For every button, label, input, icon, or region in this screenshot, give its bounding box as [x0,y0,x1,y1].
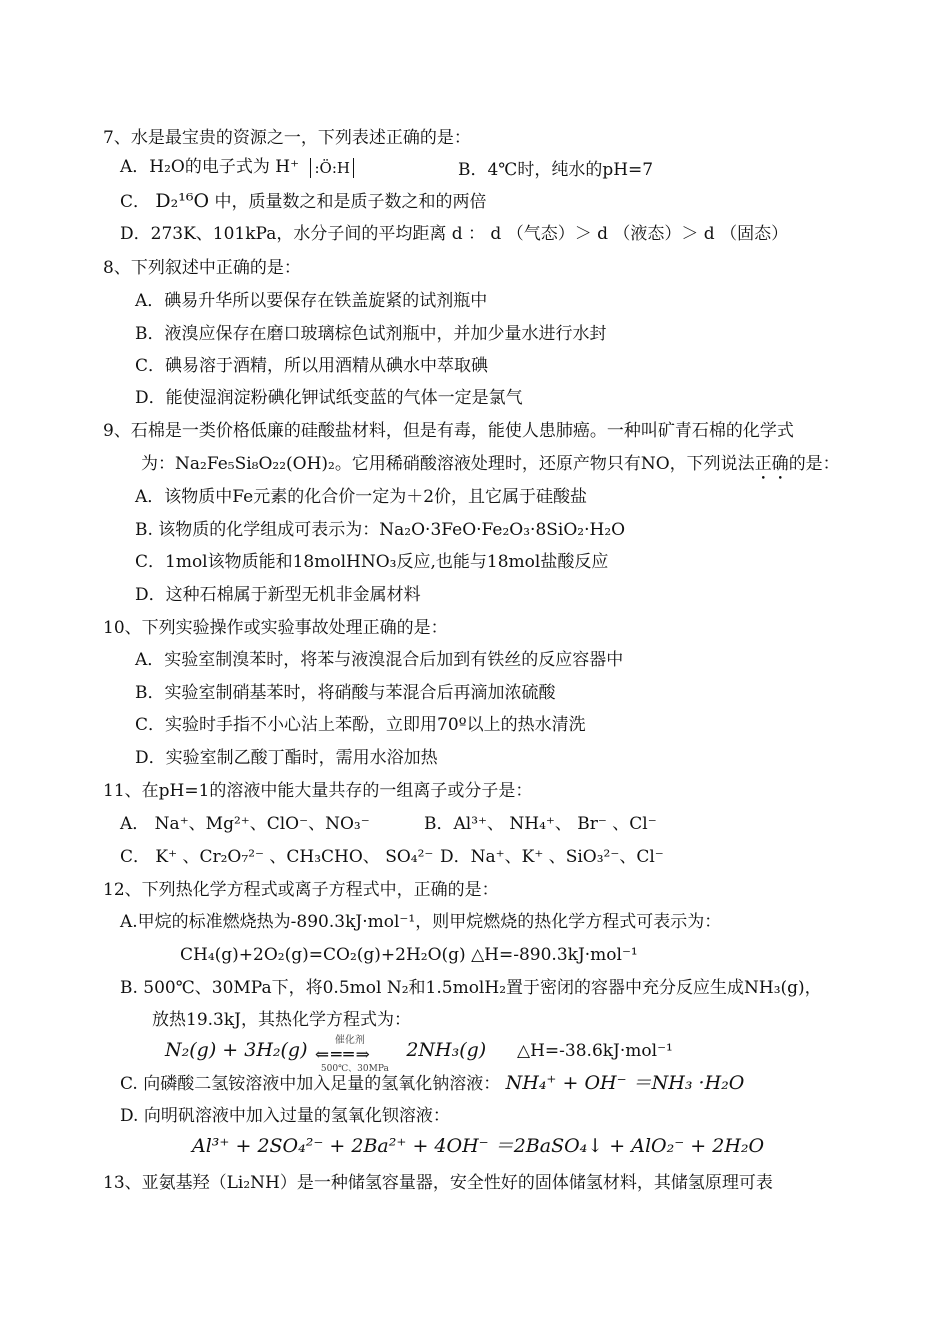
q8-option-b: B．液溴应保存在磨口玻璃棕色试剂瓶中，并加少量水进行水封 [135,324,607,344]
reaction-conditions-arrow [313,1034,401,1074]
q11-stem: 11、在pH=1的溶液中能大量共存的一组离子或分子是： [103,781,533,801]
q7-option-a-text: A．H₂O的电子式为 [120,157,270,177]
q11-option-c: C． K⁺ 、Cr₂O₇²⁻ 、CH₃CHO、 SO₄²⁻ [120,847,434,867]
q9-option-a: A．该物质中Fe元素的化合价一定为＋2价，且它属于硅酸盐 [135,487,588,507]
q9-option-c: C．1mol该物质能和18molHNO₃反应,也能与18mol盐酸反应 [135,552,609,572]
q10-option-d: D．实验室制乙酸丁酯时，需用水浴加热 [135,748,438,768]
q9-stem-emphasis: 正确 [754,454,789,474]
q7-option-c-label: C． [120,192,151,212]
q7-option-a [120,155,354,179]
q10-option-b: B．实验室制硝基苯时，将硝酸与苯混合后再滴加浓硫酸 [135,683,556,703]
q12-option-c-equation: NH₄⁺ + OH⁻ ＝NH₃ ·H₂O [505,1072,745,1094]
q10-stem: 10、下列实验操作或实验事故处理正确的是： [103,618,448,638]
equation-left-side: N₂(g) + 3H₂(g) [165,1039,308,1061]
q12-option-c [120,1071,744,1096]
q12-option-a-equation: CH₄(g)+2O₂(g)=CO₂(g)+2H₂O(g) △H=-890.3kJ·mol⁻¹ [180,945,638,965]
q7-option-c [120,189,487,214]
q9-stem-pre: 为：Na₂Fe₅Si₈O₂₂(OH)₂。它用稀硝酸溶液处理时，还原产物只有NO，下列说法 [141,454,755,474]
enthalpy-change: △H=-38.6kJ·mol⁻¹ [517,1041,673,1061]
q13-stem: 13、亚氨基羟（Li₂NH）是一种储氢容量器，安全性好的固体储氢材料，其储氢原理可表 [103,1173,773,1193]
condition-label: 500℃、30MPa [320,1063,389,1074]
equation-right-side: 2NH₃(g) [406,1039,487,1061]
q12-option-d-equation [192,1134,764,1159]
q7-option-c-formula: D₂¹⁶O [155,190,210,212]
q7-option-c-text: 中，质量数之和是质子数之和的两倍 [214,192,487,212]
catalyst-label: 催化剂 [334,1034,365,1046]
q11-option-b: B．Al³⁺、 NH₄⁺、 Br⁻ 、Cl⁻ [424,814,657,834]
q9-option-b: B. 该物质的化学组成可表示为：Na₂O·3FeO·Fe₂O₃·8SiO₂·H₂O [135,520,626,540]
q10-option-c: C．实验时手指不小心沾上苯酚，立即用70º以上的热水清洗 [135,715,586,735]
q10-option-a: A．实验室制溴苯时，将苯与液溴混合后加到有铁丝的反应容器中 [135,650,624,670]
q8-stem: 8、下列叙述中正确的是： [103,258,301,278]
q8-option-c: C．碘易溶于酒精，所以用酒精从碘水中萃取碘 [135,356,489,376]
q8-option-d: D．能使湿润淀粉碘化钾试纸变蓝的气体一定是氯气 [135,388,523,408]
q12-option-b-line1: B. 500℃、30MPa下，将0.5mol N₂和1.5molH₂置于密闭的容器中充分反应生成NH₃(g)， [120,978,822,998]
q9-option-d: D．这种石棉属于新型无机非金属材料 [135,585,421,605]
reversible-arrow-icon: ⇐══⇒ [314,1044,372,1065]
q8-option-a: A．碘易升华所以要保存在铁盖旋紧的试剂瓶中 [135,291,488,311]
q7-stem: 7、水是最宝贵的资源之一，下列表述正确的是： [103,128,471,148]
q11-option-a: A． Na⁺、Mg²⁺、ClO⁻、NO₃⁻ [120,814,370,834]
q12-stem: 12、下列热化学方程式或离子方程式中，正确的是： [103,880,499,900]
q12-option-c-text: C. 向磷酸二氢铵溶液中加入足量的氢氧化钠溶液： [120,1074,501,1094]
ionic-equation: Al³⁺ + 2SO₄²⁻ + 2Ba²⁺ + 4OH⁻ ＝2BaSO₄↓ + AlO₂⁻ + 2H₂O [192,1135,765,1157]
q12-option-b-equation [165,1034,673,1074]
q9-stem-line1: 9、石棉是一类价格低廉的硅酸盐材料，但是有毒，能使人患肺癌。一种叫矿青石棉的化学式 [103,421,794,441]
q12-option-b-line2: 放热19.3kJ，其热化学方程式为： [152,1010,411,1030]
q9-stem-line2 [141,452,840,484]
q12-option-a-line1: A.甲烷的标准燃烧热为-890.3kJ·mol⁻¹，则甲烷燃烧的热化学方程式可表示为： [120,912,722,932]
q9-stem-post: 的是： [788,454,840,474]
q7-option-b: B．4℃时，纯水的pH=7 [458,160,654,180]
electron-formula-box: :Ö:H [310,158,354,178]
q7-option-a-formula: H⁺ [275,157,305,177]
q7-option-d: D．273K、101kPa，水分子间的平均距离 d ： d （气态）＞ d （液态）＞ d （固态） [120,224,789,244]
q11-option-d: D．Na⁺、K⁺ 、SiO₃²⁻、Cl⁻ [440,847,664,867]
q12-option-d-text: D. 向明矾溶液中加入过量的氢氧化钡溶液： [120,1106,450,1126]
